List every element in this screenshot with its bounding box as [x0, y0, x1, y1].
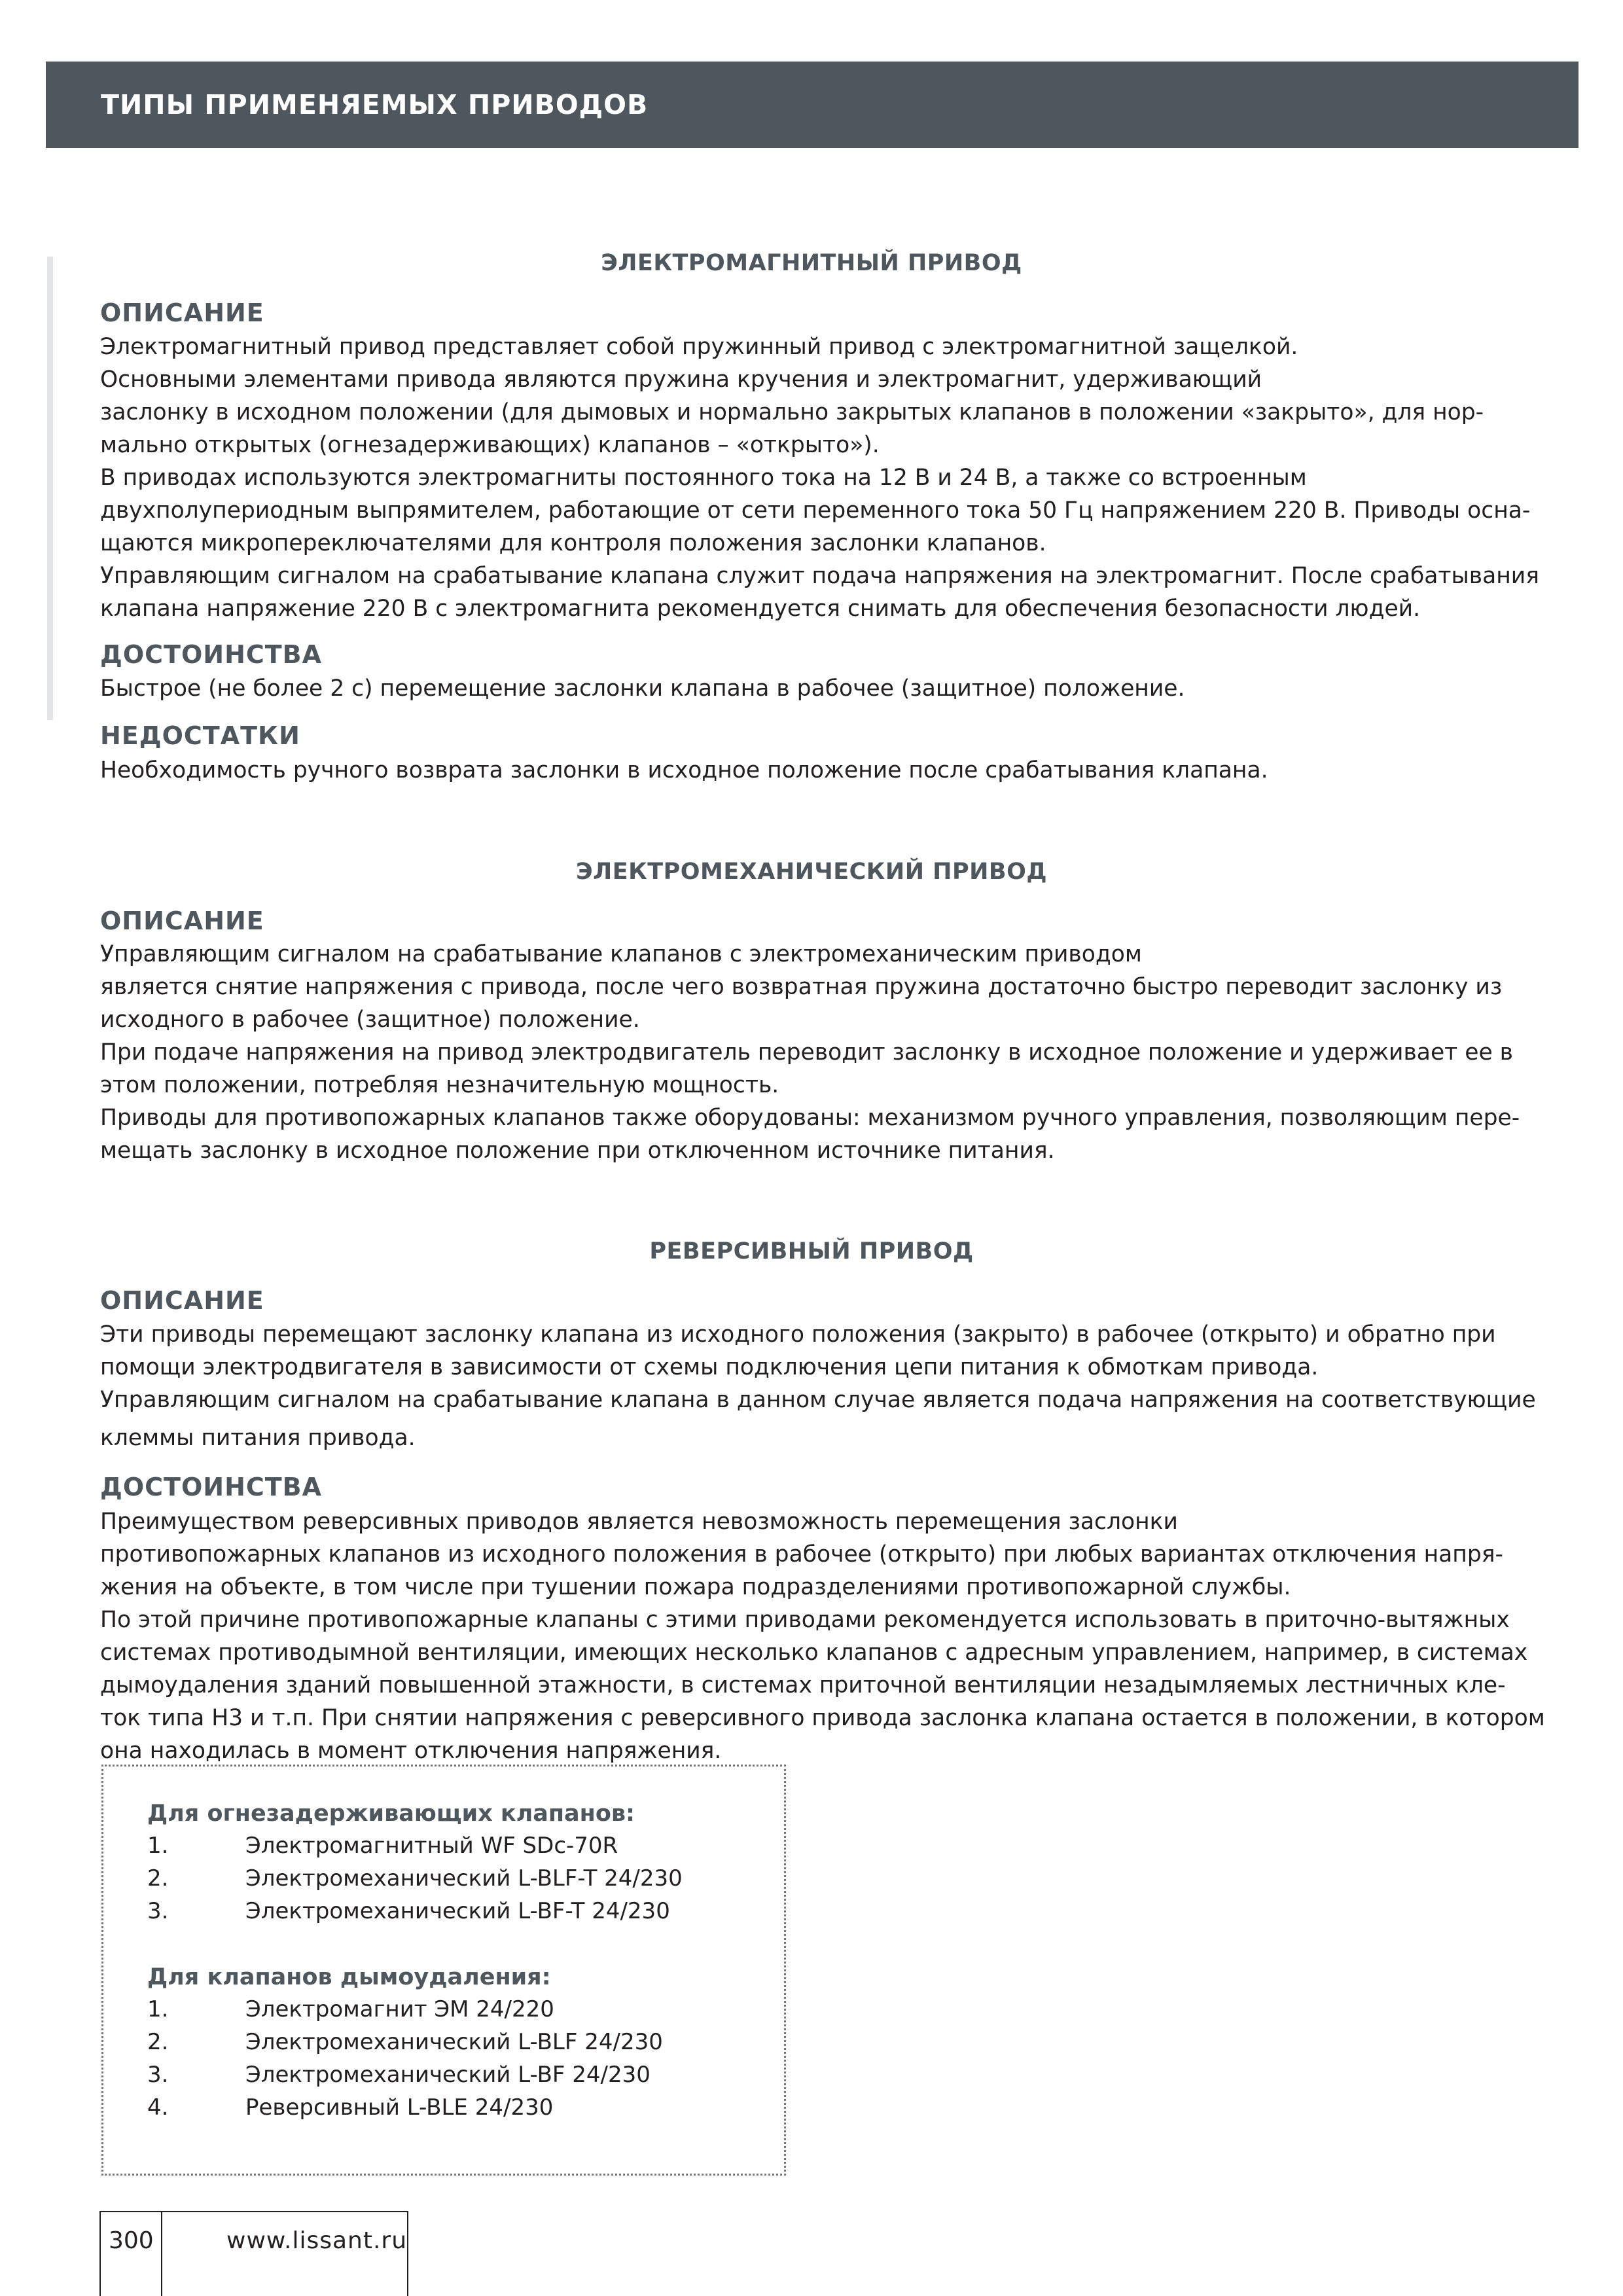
list-item-text: Электромеханический L-BLF-T 24/230: [245, 1865, 683, 1892]
list-item-text: Реверсивный L-BLE 24/230: [245, 2094, 554, 2121]
subheading-description: ОПИСАНИЕ: [100, 298, 264, 327]
text-line: клеммы питания привода.: [100, 1425, 416, 1451]
text-line: Управляющим сигналом на срабатывание клапана в данном случае является подача напряжения на соответствующие: [100, 1387, 1536, 1413]
list-item: [147, 1862, 683, 1895]
list-item-text: Электромагнит ЭМ 24/220: [245, 1996, 554, 2022]
section-title-electromechanical: ЭЛЕКТРОМЕХАНИЧЕСКИЙ ПРИВОД: [575, 859, 1048, 885]
list-item: [147, 1895, 670, 1928]
list-item-text: Электромеханический L-BF 24/230: [245, 2062, 651, 2088]
website-link[interactable]: www.lissant.ru: [226, 2227, 408, 2254]
list-item-number: 3.: [147, 1898, 169, 1924]
list-item: [147, 2026, 663, 2058]
text-line: Эти приводы перемещают заслонку клапана из исходного положения (закрыто) в рабочее (открыто) и обратно при: [100, 1321, 1496, 1348]
section-title-reversible: РЕВЕРСИВНЫЙ ПРИВОД: [649, 1238, 974, 1265]
text-line: клапана напряжение 220 В с электромагнита рекомендуется снимать для обеспечения безопасности людей.: [100, 596, 1421, 622]
list-item-text: Электромеханический L-BF-T 24/230: [245, 1898, 670, 1924]
text-line: Управляющим сигналом на срабатывание клапана служит подача напряжения на электромагнит. После срабатывания: [100, 563, 1539, 589]
list-item-number: 4.: [147, 2094, 169, 2121]
list-heading-fire-dampers: Для огнезадерживающих клапанов:: [147, 1801, 635, 1827]
side-stripe: [47, 257, 53, 720]
text-line: Приводы для противопожарных клапанов также оборудованы: механизмом ручного управления, позволяющим пере-: [100, 1105, 1520, 1131]
paragraph-reversible-description: [100, 1318, 1536, 1454]
subheading-description: ОПИСАНИЕ: [100, 906, 264, 935]
page-title: ТИПЫ ПРИМЕНЯЕМЫХ ПРИВОДОВ: [101, 89, 649, 120]
text-line: она находилась в момент отключения напряжения.: [100, 1738, 722, 1764]
text-line: мещать заслонку в исходное положение при отключенном источнике питания.: [100, 1138, 1055, 1164]
footer-divider: [161, 2211, 162, 2296]
text-line: При подаче напряжения на привод электродвигатель переводит заслонку в исходное положение и удерживает ее в: [100, 1039, 1513, 1066]
paragraph-electromagnetic-disadvantages: [100, 754, 1514, 787]
list-item: [147, 2091, 553, 2124]
text-line: этом положении, потребляя незначительную мощность.: [100, 1072, 779, 1098]
subheading-disadvantages: НЕДОСТАТКИ: [100, 721, 300, 750]
text-line: заслонку в исходном положении (для дымовых и нормально закрытых клапанов в положении «закрыто», для нор-: [100, 399, 1484, 425]
text-line: мально открытых (огнезадерживающих) клапанов – «открыто»).: [100, 432, 880, 458]
header-bar: [46, 62, 1578, 148]
list-item-text: Электромеханический L-BLF 24/230: [245, 2029, 663, 2055]
text-line: щаются микропереключателями для контроля положения заслонки клапанов.: [100, 530, 1046, 556]
text-line: Быстрое (не более 2 с) перемещение заслонки клапана в рабочее (защитное) положение.: [100, 675, 1185, 702]
text-line: Основными элементами привода являются пружина кручения и электромагнит, удерживающий: [100, 367, 1262, 393]
list-item-number: 2.: [147, 2029, 169, 2055]
subheading-advantages: ДОСТОИНСТВА: [100, 1473, 323, 1501]
subheading-advantages: ДОСТОИНСТВА: [100, 640, 323, 669]
text-line: По этой причине противопожарные клапаны с этими приводами рекомендуется использовать в приточно-вытяжных: [100, 1607, 1510, 1633]
list-item: [147, 2058, 651, 2091]
paragraph-electromagnetic-description: [100, 331, 1539, 625]
text-line: Управляющим сигналом на срабатывание клапанов с электромеханическим приводом: [100, 941, 1142, 967]
text-line: противопожарных клапанов из исходного положения в рабочее (открыто) при любых вариантах отключения напря-: [100, 1541, 1503, 1568]
page-number: 300: [109, 2227, 154, 2254]
text-line: Преимуществом реверсивных приводов является невозможность перемещения заслонки: [100, 1509, 1178, 1535]
paragraph-reversible-advantages: [100, 1505, 1545, 1767]
paragraph-electromechanical-description: [100, 938, 1520, 1167]
section-title-electromagnetic: ЭЛЕКТРОМАГНИТНЫЙ ПРИВОД: [601, 250, 1022, 276]
list-item-number: 1.: [147, 1833, 169, 1859]
text-line: ток типа Н3 и т.п. При снятии напряжения с реверсивного привода заслонка клапана остается в положении, в котором: [100, 1705, 1545, 1731]
list-item-text: Электромагнитный WF SDc-70R: [245, 1833, 618, 1859]
list-heading-smoke-dampers: Для клапанов дымоудаления:: [147, 1964, 551, 1990]
list-item-number: 3.: [147, 2062, 169, 2088]
text-line: В приводах используются электромагниты постоянного тока на 12 В и 24 В, а также со встроенным: [100, 465, 1307, 491]
text-line: Необходимость ручного возврата заслонки в исходное положение после срабатывания клапана.: [100, 757, 1268, 783]
text-line: дымоудаления зданий повышенной этажности, в системах приточной вентиляции незадымляемых лестничных кле-: [100, 1672, 1506, 1698]
text-line: является снятие напряжения с привода, после чего возвратная пружина достаточно быстро переводит заслонку из: [100, 974, 1503, 1000]
actuator-list-box: [101, 1765, 786, 2176]
subheading-description: ОПИСАНИЕ: [100, 1286, 264, 1315]
list-item-number: 2.: [147, 1865, 169, 1892]
paragraph-electromagnetic-advantages: [100, 672, 1514, 705]
text-line: Электромагнитный привод представляет собой пружинный привод с электромагнитной защелкой.: [100, 334, 1298, 360]
list-item: [147, 1829, 618, 1862]
text-line: исходного в рабочее (защитное) положение.: [100, 1007, 640, 1033]
text-line: системах противодымной вентиляции, имеющих несколько клапанов с адресным управлением, например, в системах: [100, 1640, 1528, 1666]
text-line: помощи электродвигателя в зависимости от схемы подключения цепи питания к обмоткам привода.: [100, 1354, 1319, 1380]
text-line: жения на объекте, в том числе при тушении пожара подразделениями противопожарной службы.: [100, 1574, 1291, 1600]
list-item: [147, 1993, 554, 2026]
list-item-number: 1.: [147, 1996, 169, 2022]
text-line: двухполупериодным выпрямителем, работающие от сети переменного тока 50 Гц напряжением 220 В. Приводы осна-: [100, 497, 1531, 524]
